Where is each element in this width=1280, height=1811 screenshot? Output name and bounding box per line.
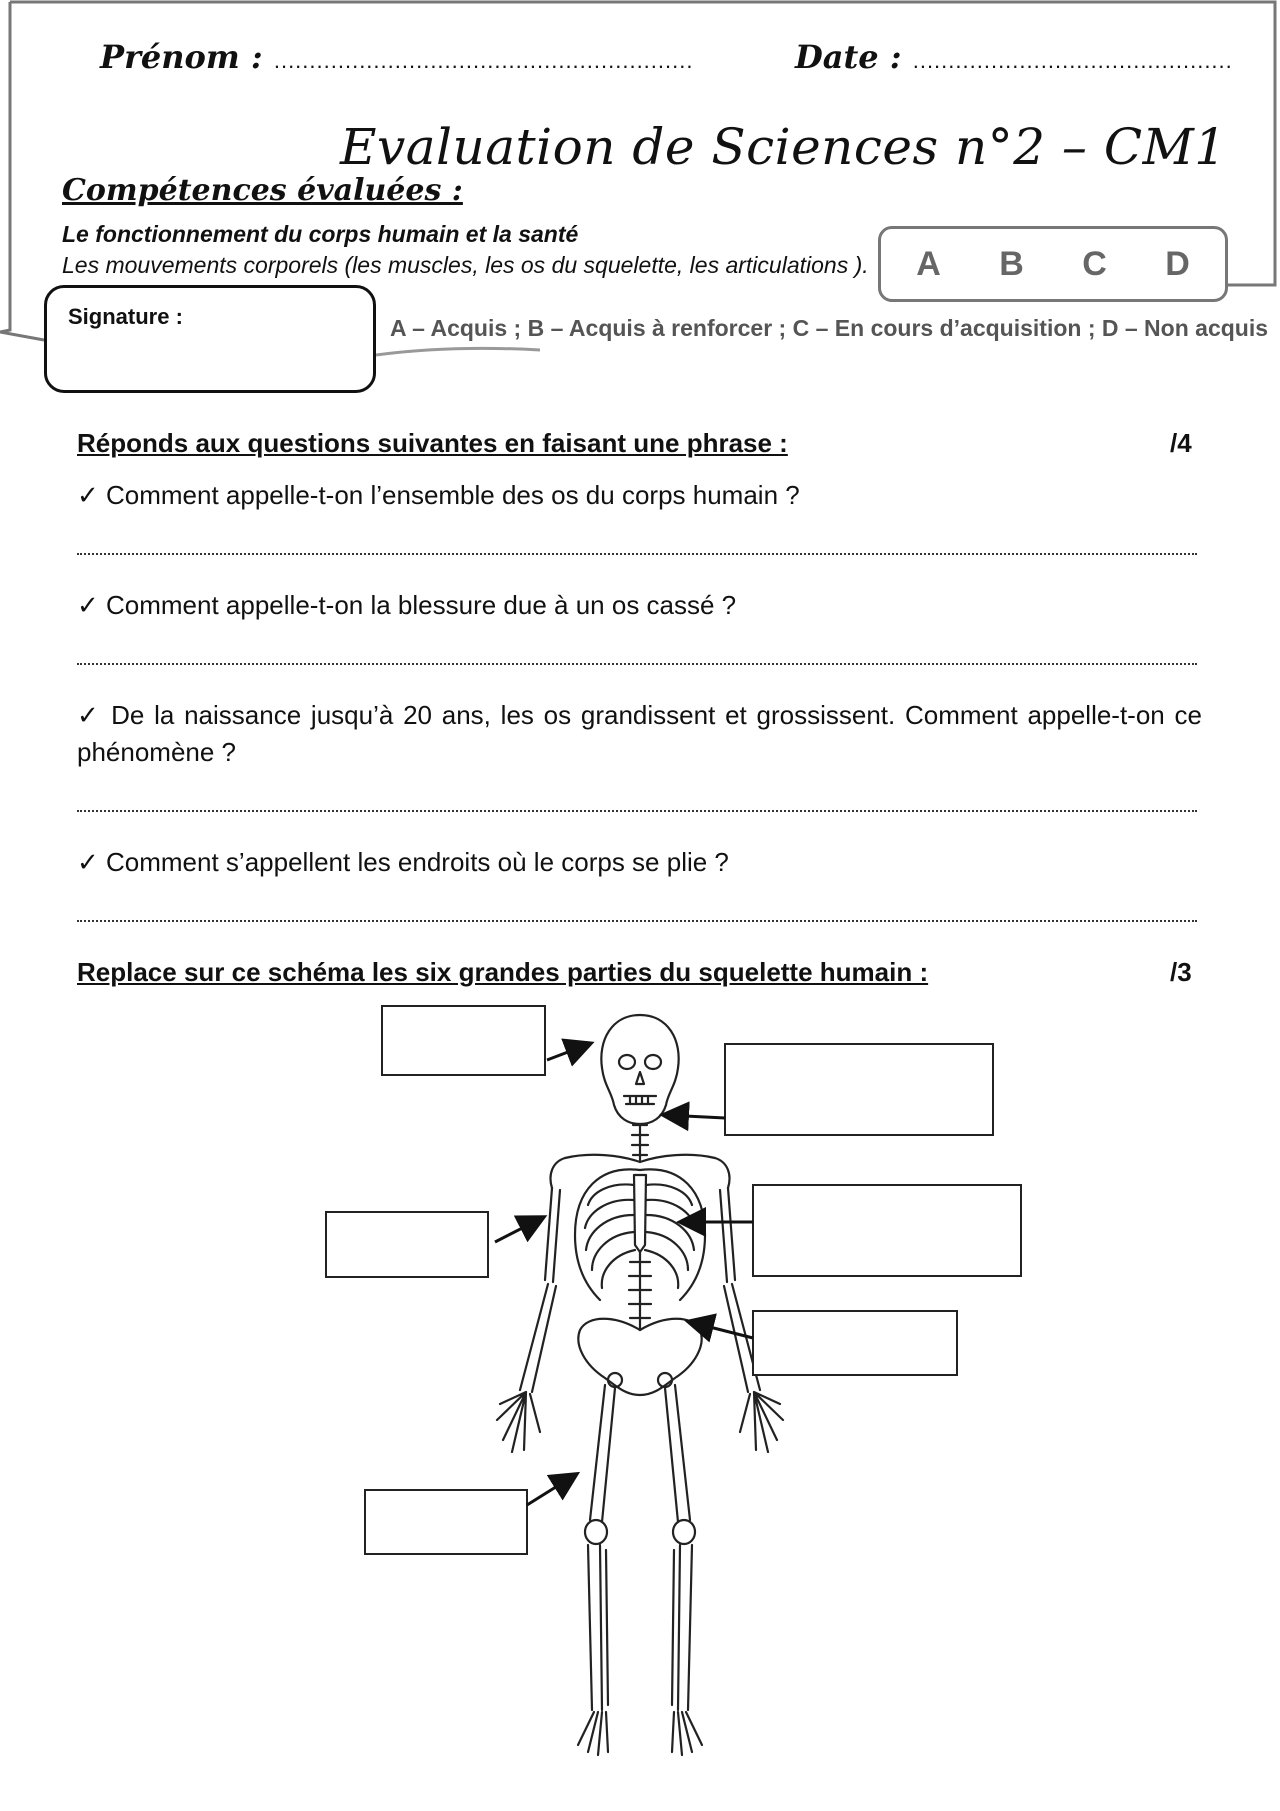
competence-sub: Les mouvements corporels (les muscles, les os du squelette, les articulations ). [62, 252, 869, 278]
prenom-field [100, 38, 693, 76]
right-femur [665, 1385, 690, 1522]
right-hand [740, 1392, 783, 1452]
grade-d[interactable]: D [1165, 244, 1190, 283]
question-2: ✓ Comment appelle-t-on la blessure due à un os cassé ? [77, 590, 737, 620]
answer-line-1[interactable] [77, 553, 1197, 555]
right-tibia [672, 1545, 692, 1710]
label-box-4[interactable] [753, 1185, 1021, 1276]
question-4: ✓ Comment s’appellent les endroits où le corps se plie ? [77, 847, 729, 877]
arrow-3 [495, 1218, 542, 1242]
label-box-6[interactable] [365, 1490, 527, 1554]
date-field [795, 38, 1233, 76]
skeleton-diagram [0, 990, 1280, 1811]
prenom-dots[interactable]: ........................................................... [273, 48, 694, 73]
left-foot [578, 1712, 608, 1755]
question-3: ✓ De la naissance jusqu’à 20 ans, les os grandissent et grossissent. Comment appelle-t-on ce phénomène ? [77, 700, 1202, 767]
prenom-label: Prénom : [100, 38, 263, 76]
section1-title: Réponds aux questions suivantes en faisant une phrase : [77, 428, 788, 458]
signature-label: Signature : [68, 304, 183, 329]
label-box-2[interactable] [725, 1044, 993, 1135]
label-box-1[interactable] [382, 1006, 545, 1075]
arrow-6 [527, 1475, 575, 1505]
grade-b[interactable]: B [999, 244, 1024, 283]
date-label: Date : [795, 38, 902, 76]
left-hand [497, 1392, 540, 1452]
label-box-3[interactable] [326, 1212, 488, 1277]
section1-points: /4 [1170, 428, 1192, 458]
pelvis [578, 1319, 701, 1395]
grade-box [878, 226, 1228, 302]
cervical-spine [632, 1124, 648, 1160]
lumbar-spine [629, 1252, 651, 1330]
competence-main: Le fonctionnement du corps humain et la santé [62, 221, 579, 247]
competences-label: Compétences évaluées : [62, 173, 463, 208]
answer-line-4[interactable] [77, 920, 1197, 922]
date-dots[interactable]: ............................................. [912, 48, 1233, 73]
label-box-5[interactable] [753, 1311, 957, 1375]
signature-box[interactable] [44, 285, 376, 393]
answer-line-2[interactable] [77, 663, 1197, 665]
left-tibia [588, 1545, 608, 1710]
page-title: Evaluation de Sciences n°2 – CM1 [340, 118, 1227, 176]
section2-title: Replace sur ce schéma les six grandes parties du squelette humain : [77, 957, 929, 987]
skull [601, 1015, 678, 1124]
answer-line-3[interactable] [77, 810, 1197, 812]
grade-c[interactable]: C [1082, 244, 1107, 283]
grade-legend: A – Acquis ; B – Acquis à renforcer ; C – En cours d’acquisition ; D – Non acquis [390, 315, 1269, 341]
section2-points: /3 [1170, 957, 1192, 987]
arrow-1 [547, 1044, 589, 1060]
arrow-2 [665, 1115, 725, 1118]
right-foot [672, 1712, 702, 1755]
question-1: ✓ Comment appelle-t-on l’ensemble des os du corps humain ? [77, 480, 800, 510]
left-femur [590, 1385, 615, 1522]
grade-a[interactable]: A [916, 244, 941, 283]
